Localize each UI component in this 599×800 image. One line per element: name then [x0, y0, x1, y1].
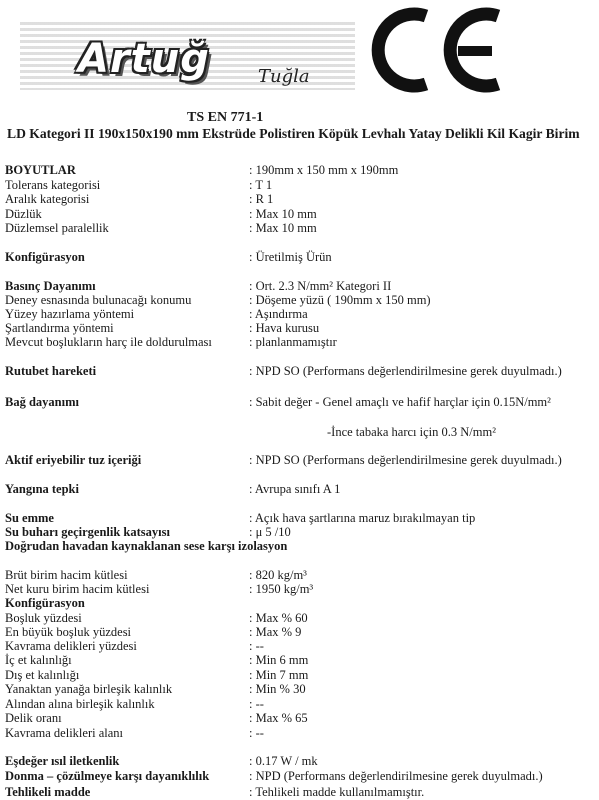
spec-value: : 1950 kg/m³ [249, 582, 314, 596]
spec-value: : Max % 9 [249, 625, 302, 639]
spec-value: : NPD SO (Performans değerlendirilmesine gerek duyulmadı.) [249, 364, 562, 378]
spec-row [5, 221, 595, 236]
spec-value: : Max % 60 [249, 611, 308, 625]
spec-row-bond-strength [5, 395, 595, 410]
spec-value: : Min 7 mm [249, 668, 309, 682]
document-title: LD Kategori II 190x150x190 mm Ekstrüde Polistiren Köpük Levhalı Yatay Delikli Kil Kagir Birim [7, 126, 580, 141]
artug-logo [20, 18, 355, 100]
spec-value: : NPD (Performans değerlendirilmesine gerek duyulmadı.) [249, 769, 543, 783]
spec-value: : 0.17 W / mk [249, 754, 318, 768]
spec-label: Aktif eriyebilir tuz içeriği [5, 453, 142, 467]
spec-value: : Avrupa sınıfı A 1 [249, 482, 341, 496]
spec-value: : planlanmamıştır [249, 335, 337, 349]
spec-row-compressive-strength [5, 279, 595, 294]
spec-label: Şartlandırma yöntemi [5, 321, 114, 335]
spec-label: Su emme [5, 511, 54, 525]
spec-row [5, 293, 595, 308]
spec-label: Düzlük [5, 207, 42, 221]
spec-label: Rutubet hareketi [5, 364, 97, 378]
spec-value: : -- [249, 726, 264, 740]
spec-row-salt-content [5, 453, 595, 468]
spec-row [5, 178, 595, 193]
spec-label: Aralık kategorisi [5, 192, 90, 206]
spec-row [5, 307, 595, 322]
spec-label: Net kuru birim hacim kütlesi [5, 582, 150, 596]
spec-label: Basınç Dayanımı [5, 279, 96, 293]
spec-label: Eşdeğer ısıl iletkenlik [5, 754, 120, 768]
ce-mark-icon [366, 6, 506, 94]
spec-label: Boşluk yüzdesi [5, 611, 82, 625]
spec-label: Alından alına birleşik kalınlık [5, 697, 155, 711]
spec-value: : -- [249, 697, 264, 711]
spec-row [5, 625, 595, 640]
spec-value: : Ort. 2.3 N/mm² Kategori II [249, 279, 392, 293]
spec-label: Kavrama delikleri yüzdesi [5, 639, 137, 653]
spec-row-vapour-permeability [5, 525, 595, 540]
spec-value: : 190mm x 150 mm x 190mm [249, 163, 399, 177]
spec-label: Doğrudan havadan kaynaklanan sese karşı izolasyon [5, 539, 288, 553]
spec-value: : 820 kg/m³ [249, 568, 307, 582]
spec-label: İç et kalınlığı [5, 653, 72, 667]
spec-value: : R 1 [249, 192, 274, 206]
spec-label: Yangına tepki [5, 482, 79, 496]
spec-value: : μ 5 /10 [249, 525, 291, 539]
spec-value: : Aşındırma [249, 307, 308, 321]
spec-value: : Üretilmiş Ürün [249, 250, 332, 264]
spec-label: Mevcut boşlukların harç ile doldurulması [5, 335, 212, 349]
spec-value: : Açık hava şartlarına maruz bırakılmayan tip [249, 511, 476, 525]
spec-label: Düzlemsel paralellik [5, 221, 109, 235]
spec-row [5, 726, 595, 741]
spec-value: : Max 10 mm [249, 221, 317, 235]
spec-row-moisture [5, 364, 595, 379]
logo-script: Tuğla [258, 66, 310, 87]
spec-row [5, 711, 595, 726]
spec-row-thermal-conductivity [5, 754, 595, 769]
spec-value: : Hava kurusu [249, 321, 320, 335]
spec-value: : Döşeme yüzü ( 190mm x 150 mm) [249, 293, 431, 307]
spec-label: Kavrama delikleri alanı [5, 726, 123, 740]
spec-label: BOYUTLAR [5, 163, 76, 177]
spec-row [5, 321, 595, 336]
spec-row [5, 697, 595, 712]
spec-value: : Sabit değer - Genel amaçlı ve hafif harçlar için 0.15N/mm² [249, 395, 551, 409]
spec-value: : NPD SO (Performans değerlendirilmesine gerek duyulmadı.) [249, 453, 562, 467]
spec-label: En büyük boşluk yüzdesi [5, 625, 132, 639]
spec-value: : Max % 65 [249, 711, 308, 725]
spec-row-fire-reaction [5, 482, 595, 497]
bond-strength-thin-layer: -İnce tabaka harcı için 0.3 N/mm² [327, 425, 496, 439]
spec-value: : Tehlikeli madde kullanılmamıştır. [249, 785, 425, 799]
spec-row-configuration [5, 250, 595, 265]
spec-label: Brüt birim hacim kütlesi [5, 568, 128, 582]
spec-value: : Min % 30 [249, 682, 306, 696]
spec-row [5, 668, 595, 683]
standard-code: TS EN 771-1 [187, 110, 264, 125]
spec-row [5, 207, 595, 222]
spec-label: Konfigürasyon [5, 596, 85, 610]
spec-label: Yanaktan yanağa birleşik kalınlık [5, 682, 173, 696]
spec-label: Donma – çözülmeye karşı dayanıklılık [5, 769, 210, 783]
spec-value: : Min 6 mm [249, 653, 309, 667]
spec-row [5, 335, 595, 350]
spec-row [5, 639, 595, 654]
spec-value: : Max 10 mm [249, 207, 317, 221]
spec-row [5, 192, 595, 207]
spec-label: Bağ dayanımı [5, 395, 79, 409]
spec-row-dangerous-substance [5, 785, 595, 800]
spec-label: Tehlikeli madde [5, 785, 91, 799]
spec-row-sound-insulation [5, 539, 595, 554]
spec-label: Dış et kalınlığı [5, 668, 80, 682]
spec-value: : T 1 [249, 178, 273, 192]
spec-row [5, 682, 595, 697]
spec-row-water-absorption [5, 511, 595, 526]
logo-text: Artuğ [78, 36, 210, 82]
spec-label: Konfigürasyon [5, 250, 85, 264]
spec-row-configuration-2 [5, 596, 595, 611]
spec-row-freeze-thaw [5, 769, 595, 784]
spec-label: Deney esnasında bulunacağı konumu [5, 293, 192, 307]
spec-label: Su buharı geçirgenlik katsayısı [5, 525, 170, 539]
spec-label: Tolerans kategorisi [5, 178, 101, 192]
spec-label: Yüzey hazırlama yöntemi [5, 307, 135, 321]
spec-row [5, 611, 595, 626]
spec-row-dimensions [5, 163, 595, 178]
spec-row [5, 653, 595, 668]
spec-row [5, 582, 595, 597]
spec-value: : -- [249, 639, 264, 653]
spec-label: Delik oranı [5, 711, 62, 725]
spec-row [5, 568, 595, 583]
